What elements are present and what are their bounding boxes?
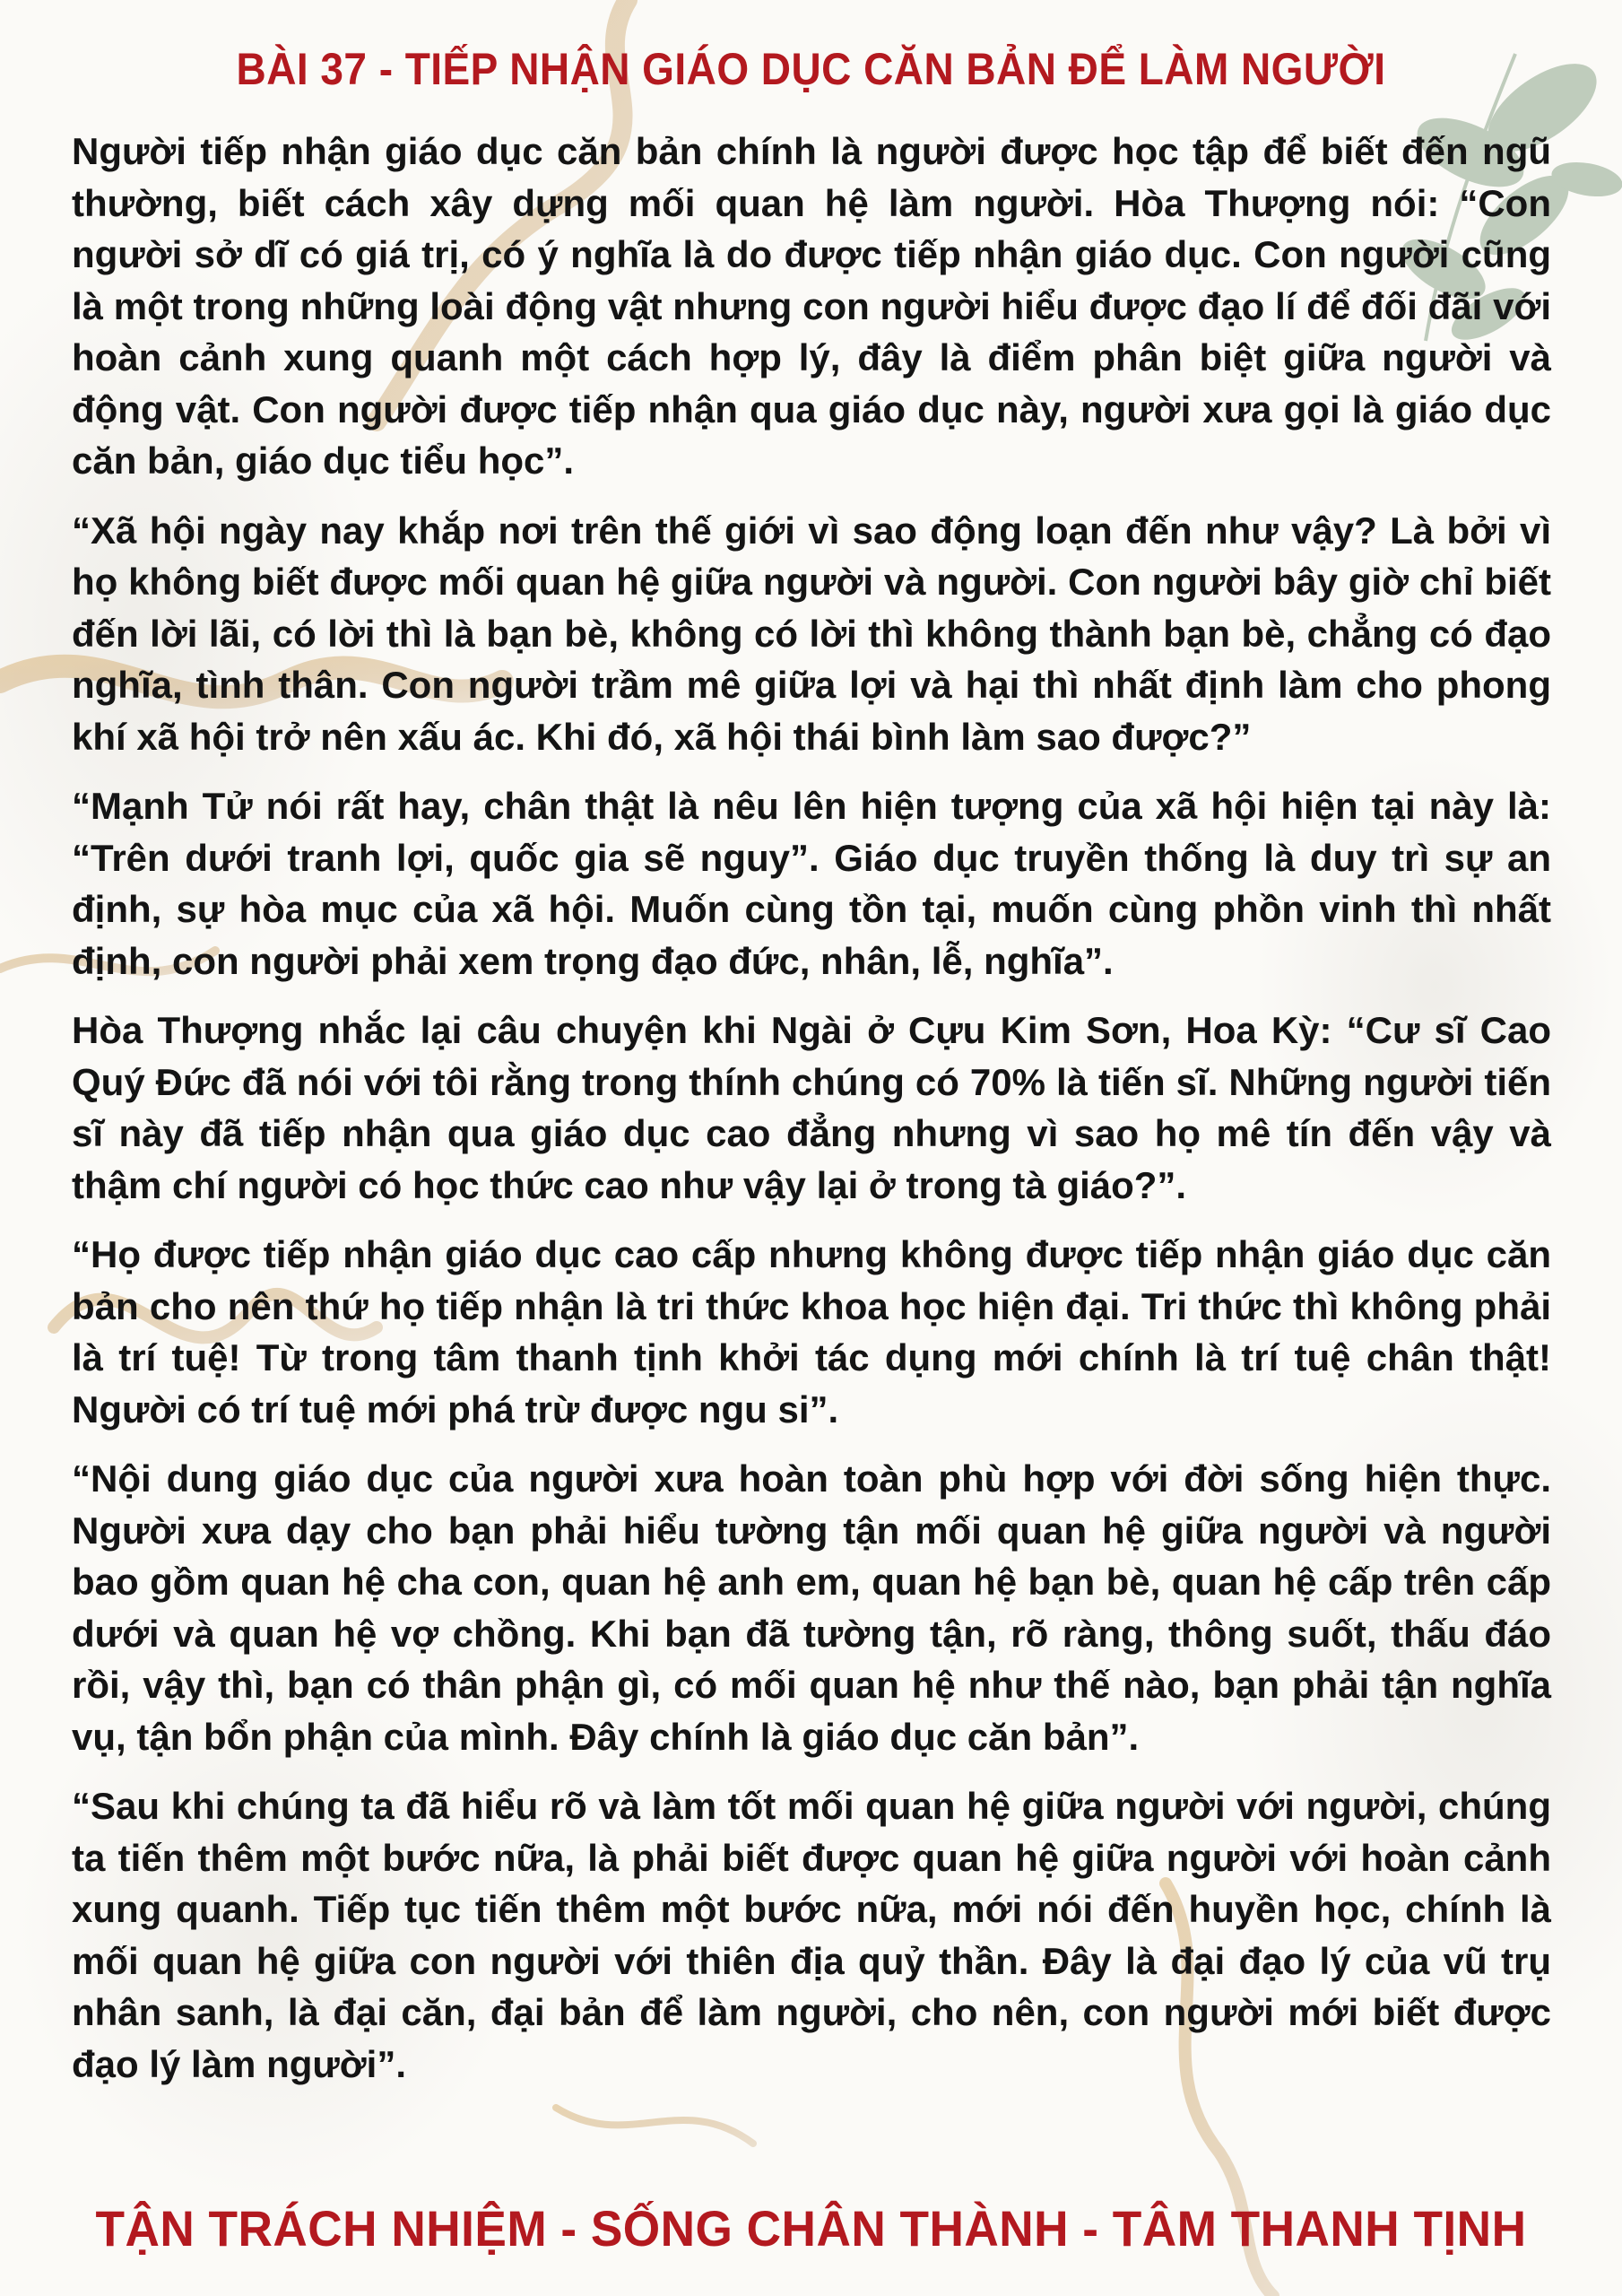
paragraph: Người tiếp nhận giáo dục căn bản chính là người được học tập để biết đến ngũ thường, biết cách xây dựng mối quan hệ làm người. Hòa Thượng nói: “Con người sở dĩ có giá trị, có ý nghĩa là do được tiếp nhận giáo dục. Con người cũng là một trong những loài động vật nhưng con người hiểu được đạo lí để đối đãi với hoàn cảnh xung quanh một cách hợp lý, đây là điểm phân biệt giữa người và động vật. Con người được tiếp nhận qua giáo dục này, người xưa gọi là giáo dục căn bản, giáo dục tiểu học”.: [72, 130, 1551, 482]
paragraph: “Họ được tiếp nhận giáo dục cao cấp nhưng không được tiếp nhận giáo dục căn bản cho nên thứ họ tiếp nhận là tri thức khoa học hiện đại. Tri thức thì không phải là trí tuệ! Từ trong tâm thanh tịnh khởi tác dụng mới chính là trí tuệ chân thật! Người có trí tuệ mới phá trừ được ngu si”.: [72, 1233, 1551, 1431]
paragraph: “Sau khi chúng ta đã hiểu rõ và làm tốt mối quan hệ giữa người với người, chúng ta tiến thêm một bước nữa, là phải biết được quan hệ giữa người với hoàn cảnh xung quanh. Tiếp tục tiến thêm một bước nữa, mới nói đến huyền học, chính là mối quan hệ giữa con người với thiên địa quỷ thần. Đây là đại đạo lý của vũ trụ nhân sanh, là đại căn, đại bản để làm người, cho nên, con người mới biết được đạo lý làm người”.: [72, 1785, 1551, 2085]
footer-slogan: TẬN TRÁCH NHIỆM - SỐNG CHÂN THÀNH - TÂM THANH TỊNH: [95, 2200, 1527, 2257]
article-body: [72, 126, 1551, 2108]
paragraph: Hòa Thượng nhắc lại câu chuyện khi Ngài ở Cựu Kim Sơn, Hoa Kỳ: “Cư sĩ Cao Quý Đức đã nói với tôi rằng trong thính chúng có 70% là tiến sĩ. Những người tiến sĩ này đã tiếp nhận qua giáo dục cao đẳng nhưng vì sao họ mê tín đến vậy và thậm chí người có học thức cao như vậy lại ở trong tà giáo?”.: [72, 1009, 1551, 1206]
page-title: BÀI 37 - TIẾP NHẬN GIÁO DỤC CĂN BẢN ĐỂ LÀM NGƯỜI: [236, 44, 1386, 94]
paragraph: “Nội dung giáo dục của người xưa hoàn toàn phù hợp với đời sống hiện thực. Người xưa dạy cho bạn phải hiểu tường tận mối quan hệ giữa người và người bao gồm quan hệ cha con, quan hệ anh em, quan hệ bạn bè, quan hệ cấp trên cấp dưới và quan hệ vợ chồng. Khi bạn đã tường tận, rõ ràng, thông suốt, thấu đáo rồi, vậy thì, bạn có thân phận gì, có mối quan hệ như thế nào, bạn phải tận nghĩa vụ, tận bổn phận của mình. Đây chính là giáo dục căn bản”.: [72, 1457, 1551, 1758]
paragraph: “Mạnh Tử nói rất hay, chân thật là nêu lên hiện tượng của xã hội hiện tại này là: “Trên dưới tranh lợi, quốc gia sẽ nguy”. Giáo dục truyền thống là duy trì sự an định, sự hòa mục của xã hội. Muốn cùng tồn tại, muốn cùng phồn vinh thì nhất định, con người phải xem trọng đạo đức, nhân, lễ, nghĩa”.: [72, 785, 1551, 982]
paragraph: “Xã hội ngày nay khắp nơi trên thế giới vì sao động loạn đến như vậy? Là bởi vì họ không biết được mối quan hệ giữa người và người. Con người bây giờ chỉ biết đến lời lãi, có lời thì là bạn bè, không có lời thì không thành bạn bè, chẳng có đạo nghĩa, tình thân. Con người trầm mê giữa lợi và hại thì nhất định làm cho phong khí xã hội trở nên xấu ác. Khi đó, xã hội thái bình làm sao được?”: [72, 509, 1551, 758]
